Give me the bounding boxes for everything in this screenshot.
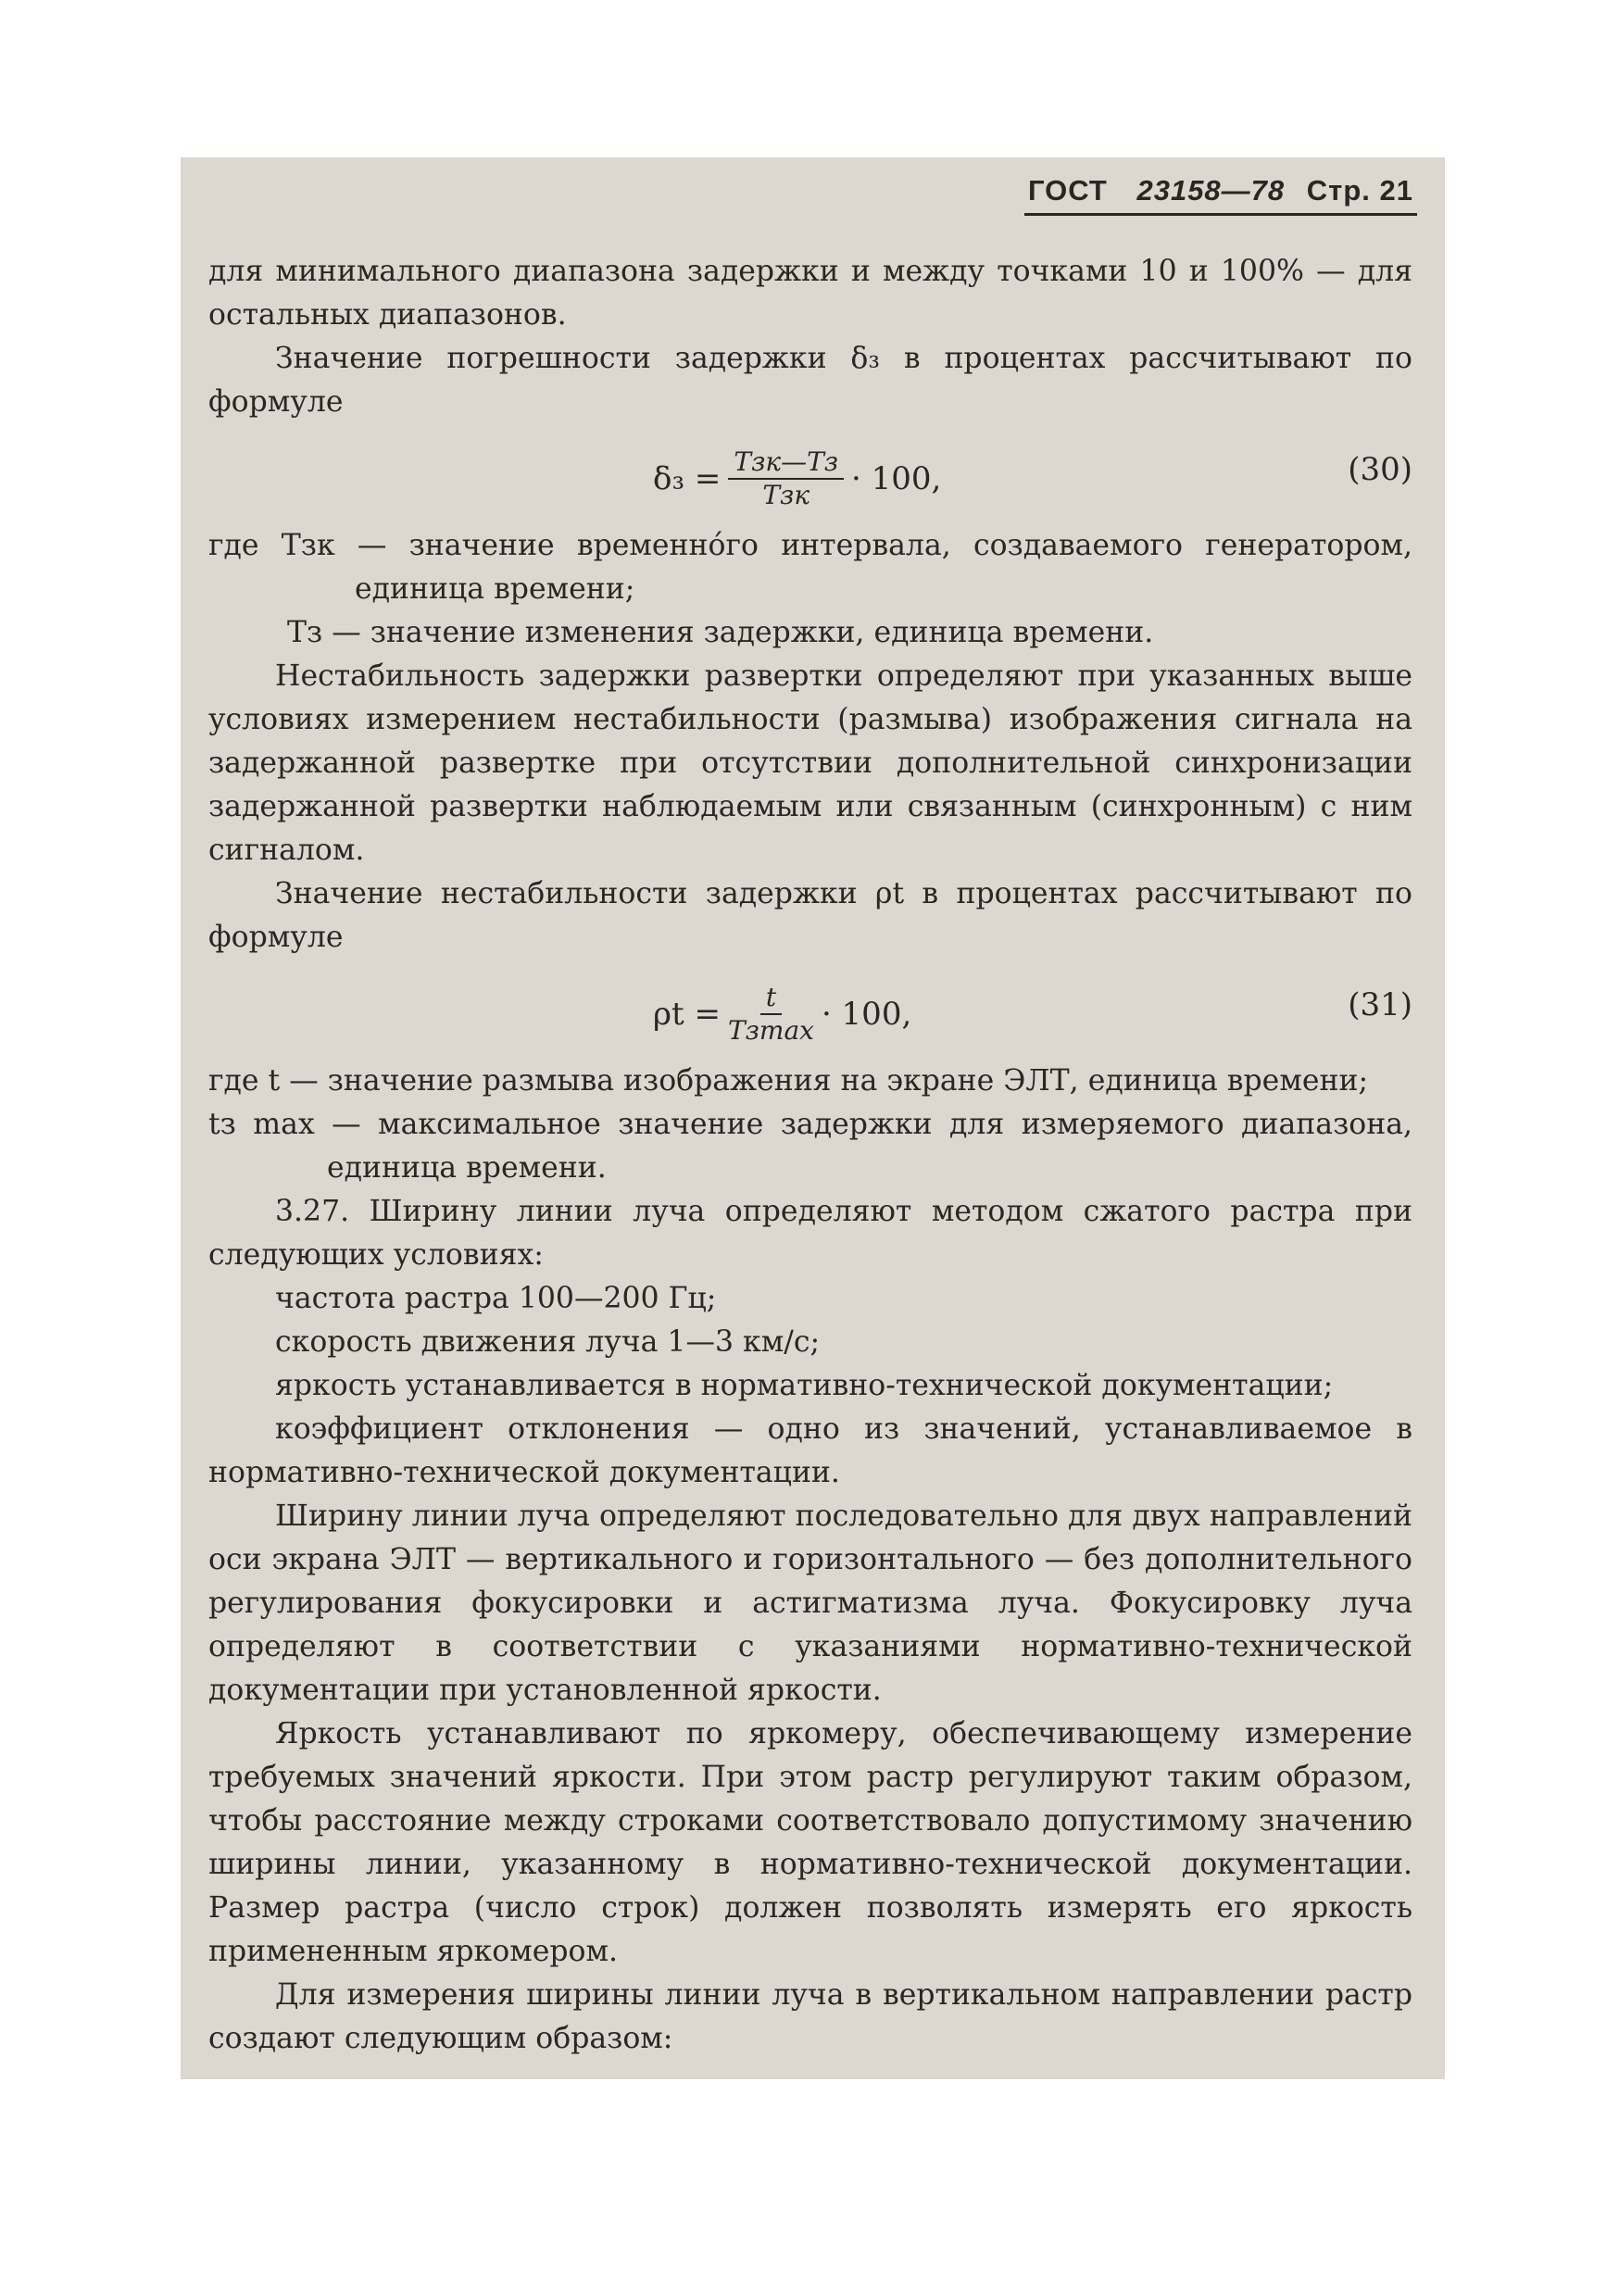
body-text	[208, 250, 1412, 2061]
paragraph: Для измерения ширины линии луча в вертикальном направлении растр создают следующим образом:	[208, 1978, 1412, 2055]
fraction	[728, 446, 844, 511]
standard-label: ГОСТ	[1028, 174, 1108, 207]
formula-31	[208, 963, 1412, 1052]
condition-item: яркость устанавливается в нормативно-технической документации;	[275, 1369, 1334, 1402]
paragraph: Ширину линии луча определяют последовательно для двух направлений оси экрана ЭЛТ — вертикального и горизонтального — без дополнительного регулирования фокусировки и астигматизма луча. Фокусировку луча определяют в соответствии с указаниями нормативно-технической документации при установленной яркости.	[208, 1499, 1412, 1707]
equation-number: (30)	[1348, 451, 1412, 488]
numerator: t	[760, 982, 782, 1015]
page-number: Стр. 21	[1306, 174, 1413, 207]
where-clause: где t — значение размыва изображения на экране ЭЛТ, единица времени;	[208, 1064, 1369, 1098]
paragraph: Значение нестабильности задержки ρt в процентах рассчитывают по формуле	[208, 877, 1412, 954]
section-paragraph: 3.27. Ширину линии луча определяют методом сжатого растра при следующих условиях:	[208, 1195, 1412, 1272]
denominator: Tзк	[762, 480, 810, 510]
page-header	[1024, 174, 1417, 216]
condition-item: скорость движения луча 1—3 км/с;	[275, 1325, 821, 1359]
equation-number: (31)	[1348, 986, 1412, 1023]
condition-item: частота растра 100—200 Гц;	[275, 1282, 717, 1315]
formula-tail: · 100,	[851, 459, 942, 497]
where-clause: где Tзк — значение временнóго интервала, создаваемого генератором, единица времени;	[208, 529, 1412, 606]
where-clause: Tз — значение изменения задержки, единица времени.	[287, 616, 1154, 649]
denominator: Tзmax	[727, 1015, 814, 1046]
formula-lhs: ρt =	[653, 995, 721, 1033]
fraction	[728, 982, 814, 1047]
formula-tail: · 100,	[821, 995, 912, 1033]
numerator: Tзк—Tз	[728, 446, 844, 480]
formula-30	[208, 428, 1412, 517]
condition-item: коэффициент отклонения — одно из значений, устанавливаемое в нормативно-технической документации.	[208, 1412, 1412, 1489]
scanned-page	[181, 157, 1445, 2079]
formula-lhs: δ₃ =	[653, 459, 722, 497]
paragraph: Яркость устанавливают по яркомеру, обеспечивающему измерение требуемых значений яркости. При этом растр регулируют таким образом, чтобы расстояние между строками соответствовало допустимому значению ширины линии, указанному в нормативно-технической документации. Размер растра (число строк) должен позволять измерять его яркость примененным яркомером.	[208, 1717, 1412, 1968]
paragraph: Значение погрешности задержки δ₃ в процентах рассчитывают по формуле	[208, 342, 1412, 419]
where-clause: tз max — максимальное значение задержки для измеряемого диапазона, единица времени.	[208, 1108, 1412, 1185]
paragraph: для минимального диапазона задержки и между точками 10 и 100% — для остальных диапазонов.	[208, 255, 1412, 332]
paragraph: Нестабильность задержки развертки определяют при указанных выше условиях измерением нестабильности (размыва) изображения сигнала на задержанной развертке при отсутствии дополнительной синхронизации задержанной развертки наблюдаемым или связанным (синхронным) с ним сигналом.	[208, 659, 1412, 867]
standard-number: 23158—78	[1136, 174, 1286, 207]
